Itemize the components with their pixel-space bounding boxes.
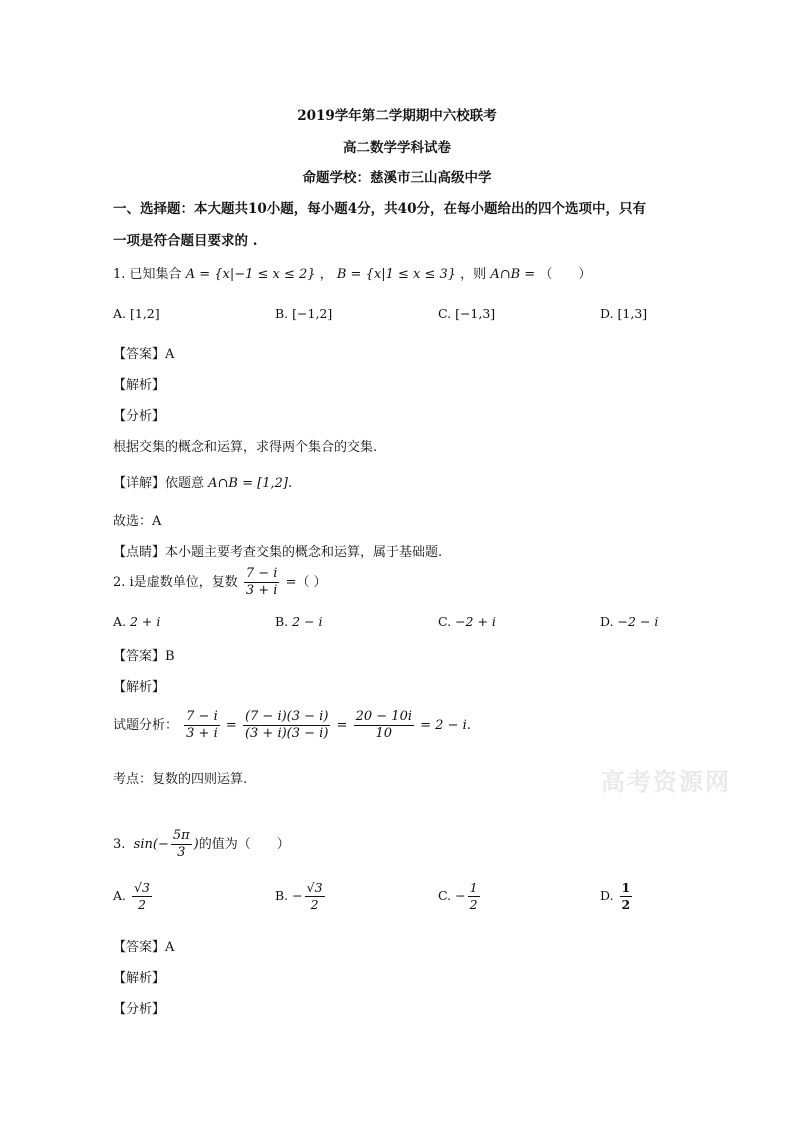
q2-result: = 2 − i	[420, 718, 467, 733]
option-label: D.	[600, 888, 614, 903]
q2-prefix: 2. i是虚数单位，复数	[113, 575, 238, 590]
option-fraction	[305, 880, 325, 913]
section-heading-line1: 一、选择题：本大题共10小题，每小题4分，共40分，在每小题给出的四个选项中，只有	[113, 201, 646, 217]
q3-option-d	[600, 880, 634, 913]
frac-den: 3	[177, 845, 186, 860]
option-label: B.	[275, 888, 289, 903]
q1-choose: 故选：A	[113, 514, 162, 529]
option-value: 2 + i	[130, 614, 161, 629]
option-value: [1,2]	[130, 306, 160, 321]
frac-num: (7 − i)(3 − i)	[244, 709, 329, 724]
q3-fenxi: 【分析】	[113, 1002, 166, 1017]
option-value: 2 − i	[292, 614, 323, 629]
option-label: A.	[113, 888, 127, 903]
frac-num: 5π	[172, 828, 190, 843]
q3-fraction	[171, 828, 192, 861]
q3-answer: 【答案】A	[113, 940, 175, 955]
q2-option-b	[275, 614, 323, 629]
exam-subtitle: 高二数学学科试卷	[343, 140, 451, 156]
frac-num: √3	[134, 880, 150, 895]
option-value: [1,3]	[617, 306, 648, 321]
q2-end: .	[466, 718, 471, 733]
q3-sin: sin(−	[133, 837, 169, 852]
frac-num: 7 − i	[186, 709, 218, 724]
q2-option-c	[438, 614, 496, 629]
q3-option-c	[438, 880, 482, 913]
q1-analysis: 根据交集的概念和运算，求得两个集合的交集.	[113, 440, 378, 455]
option-label: A.	[113, 306, 127, 321]
exam-title: 2019学年第二学期期中六校联考	[297, 108, 497, 124]
frac-den: 2	[310, 897, 319, 912]
equals-sign: =	[225, 718, 237, 733]
q2-frac-1	[184, 709, 220, 742]
question-3-stem	[113, 828, 290, 861]
option-label: D.	[600, 614, 614, 629]
question-1-stem	[113, 263, 591, 282]
frac-den: 2	[469, 897, 478, 912]
q2-answer: 【答案】B	[113, 649, 175, 664]
frac-den: 2	[621, 897, 631, 912]
q3-prefix: 3.	[113, 837, 126, 852]
q3-suffix: 的值为（ ）	[198, 837, 290, 852]
q1-suffix: ，则	[460, 267, 487, 282]
q3-close: )	[193, 837, 199, 852]
watermark: 高考资源网	[601, 767, 731, 796]
option-value: [−1,3]	[455, 306, 496, 321]
frac-den: 10	[375, 726, 393, 741]
q2-kaodian: 考点：复数的四则运算.	[113, 772, 248, 787]
q3-option-b	[275, 880, 327, 913]
q1-jiexi: 【解析】	[113, 378, 166, 393]
frac-den: 3 + i	[186, 726, 218, 741]
q2-option-a	[113, 614, 160, 629]
q1-prefix: 1. 已知集合	[113, 267, 182, 282]
question-2-stem	[113, 566, 327, 599]
school-name: 命题学校：慈溪市三山高级中学	[302, 170, 492, 186]
q1-sep: ，	[319, 267, 333, 282]
q1-detail-expr: A∩B = [1,2]	[208, 476, 288, 491]
q1-answer: 【答案】A	[113, 347, 175, 362]
q1-option-c	[438, 306, 495, 321]
q2-frac-2	[243, 709, 330, 742]
q3-jiexi: 【解析】	[113, 971, 166, 986]
option-fraction	[620, 880, 633, 913]
q1-option-b	[275, 306, 332, 321]
frac-den: (3 + i)(3 − i)	[244, 726, 329, 741]
q2-frac-den: 3 + i	[245, 583, 278, 598]
q1-set-a: A = {x|−1 ≤ x ≤ 2}	[185, 267, 316, 282]
option-value: −2 + i	[455, 614, 496, 629]
equals-sign: =	[336, 718, 348, 733]
q2-frac-num: 7 − i	[245, 566, 278, 581]
option-label: D.	[600, 306, 614, 321]
option-fraction	[468, 880, 480, 913]
frac-den: 2	[137, 897, 146, 912]
frac-num: 20 − 10i	[355, 709, 412, 724]
q1-detail-suffix: .	[287, 476, 293, 491]
q3-option-a	[113, 880, 154, 913]
frac-num: √3	[306, 880, 323, 895]
option-sign: −	[292, 888, 303, 903]
q1-option-d	[600, 306, 647, 321]
q2-frac-3	[354, 709, 414, 742]
option-label: B.	[275, 306, 289, 321]
q1-paren: （ ）	[539, 267, 592, 282]
option-label: A.	[113, 614, 127, 629]
section-heading-line2: 一项是符合题目要求的 .	[113, 233, 258, 249]
q1-comment: 【点睛】本小题主要考查交集的概念和运算，属于基础题.	[113, 545, 443, 560]
frac-num: 1	[469, 880, 478, 895]
q2-analysis	[113, 709, 471, 742]
q1-set-b: B = {x|1 ≤ x ≤ 3}	[336, 267, 457, 282]
q2-jiexi: 【解析】	[113, 680, 166, 695]
q2-option-d	[600, 614, 658, 629]
option-label: C.	[438, 888, 452, 903]
option-label: B.	[275, 614, 289, 629]
q2-analysis-prefix: 试题分析：	[113, 718, 179, 733]
q2-suffix: =（ ）	[285, 575, 327, 590]
option-value: −2 − i	[617, 614, 659, 629]
q2-fraction	[244, 566, 280, 599]
q1-option-a	[113, 306, 160, 321]
frac-num: 1	[621, 880, 631, 895]
q1-detail	[113, 472, 292, 491]
option-label: C.	[438, 614, 452, 629]
q1-detail-prefix: 【详解】依题意	[113, 476, 205, 491]
option-value: [−1,2]	[292, 306, 333, 321]
option-fraction	[132, 880, 152, 913]
option-label: C.	[438, 306, 452, 321]
q1-fenxi: 【分析】	[113, 409, 166, 424]
q1-expr: A∩B =	[490, 267, 536, 282]
option-sign: −	[455, 888, 466, 903]
